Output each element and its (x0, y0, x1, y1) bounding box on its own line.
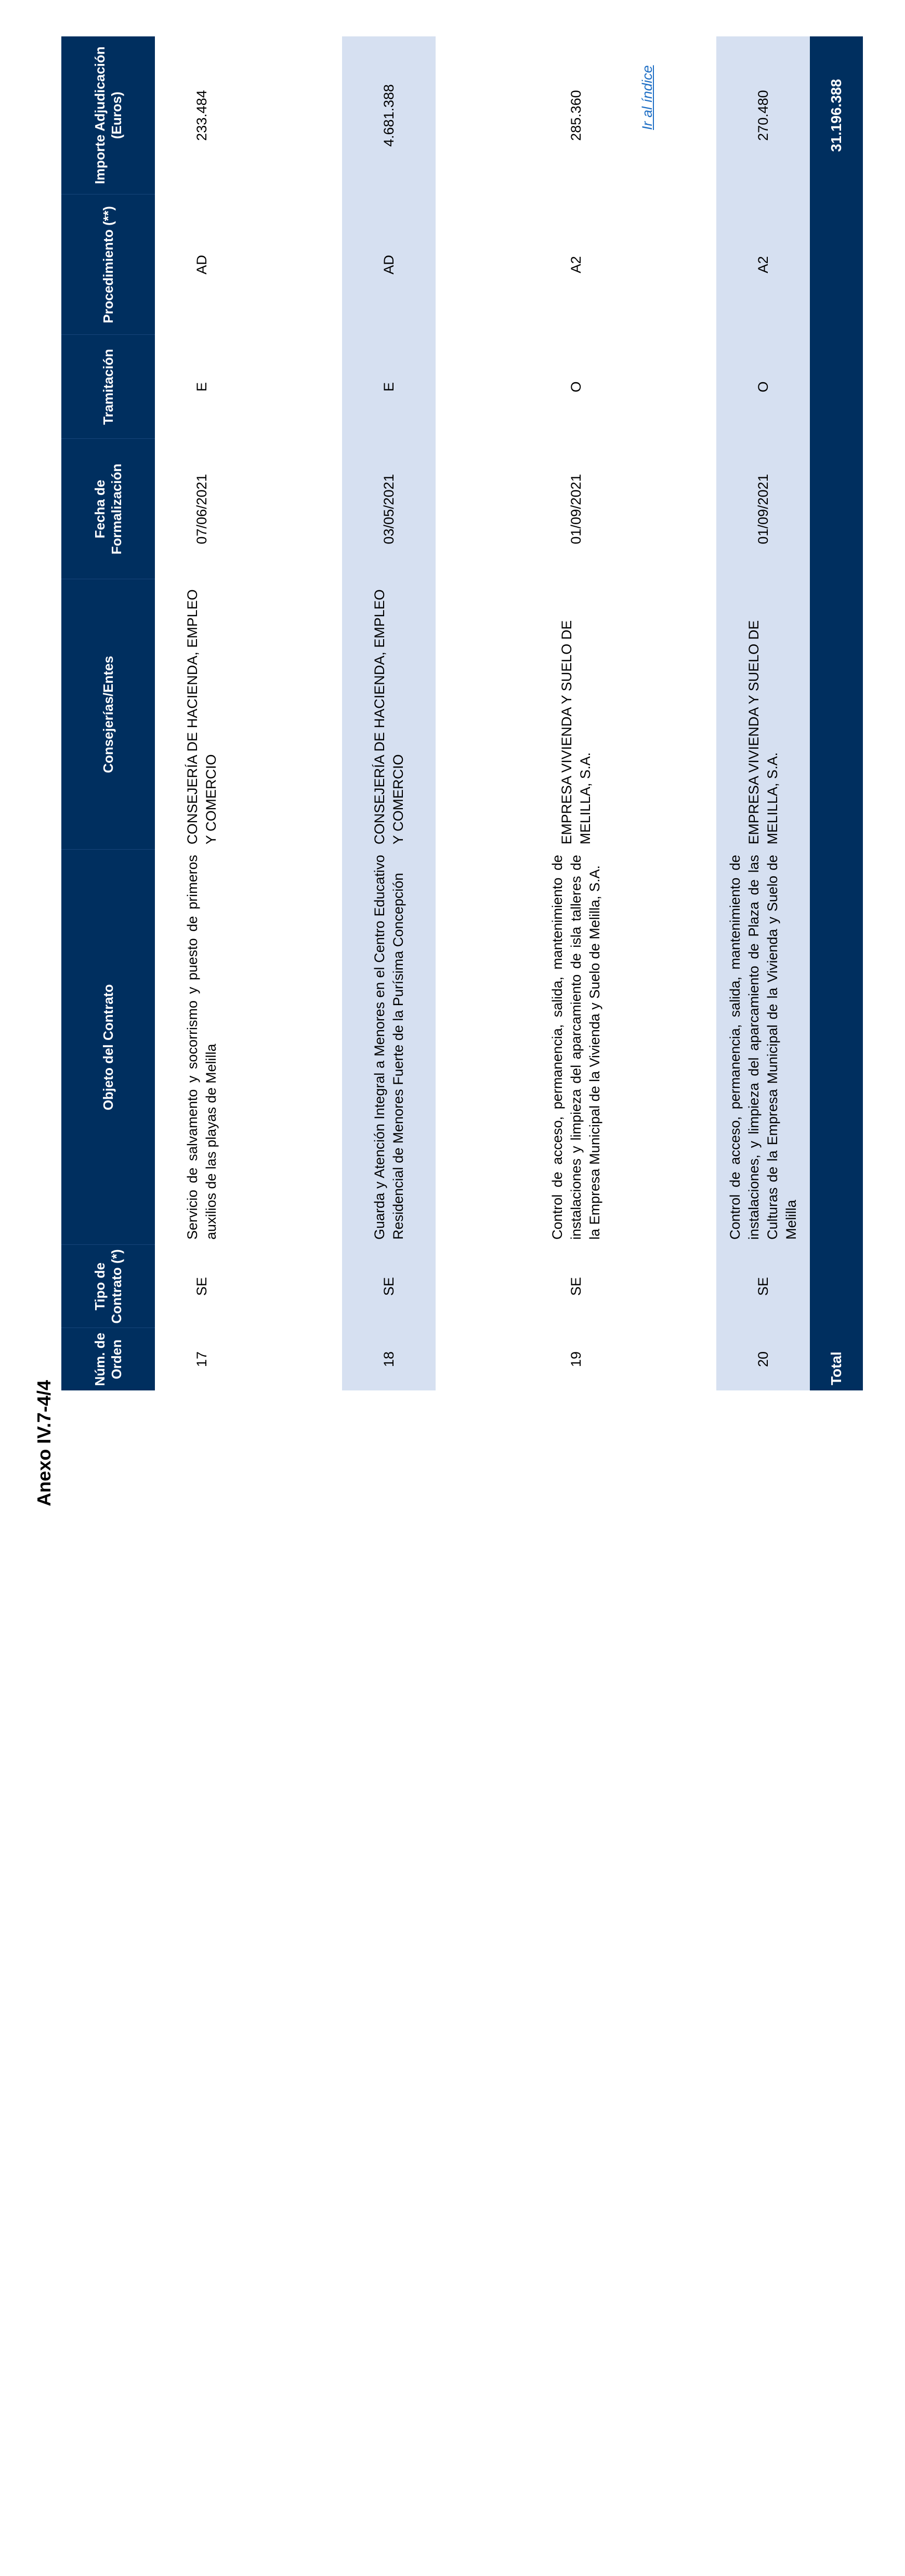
header-num: Núm. de Orden (61, 1328, 155, 1390)
index-link[interactable]: Ir al índice (639, 65, 655, 130)
header-fecha: Fecha de Formalización (61, 439, 155, 579)
header-tipo: Tipo de Contrato (*) (61, 1245, 155, 1328)
cell-fecha: 01/09/2021 (716, 439, 810, 579)
cell-procedimiento: AD (194, 255, 209, 275)
cell-fecha: 01/09/2021 (568, 474, 584, 544)
total-label: Total (810, 194, 863, 1390)
header-objeto: Objeto del Contrato (61, 850, 155, 1245)
cell-importe: 4.681.388 (342, 36, 436, 194)
cell-importe: 233.484 (194, 90, 209, 141)
cell-entes: CONSEJERÍA DE HACIENDA, EMPLEO Y COMERCIO (342, 579, 436, 850)
row-spacer (436, 36, 529, 1390)
cell-tipo: SE (716, 1245, 810, 1328)
cell-tipo: SE (194, 1277, 209, 1296)
cell-importe: 270.480 (716, 36, 810, 194)
cell-num: 20 (716, 1328, 810, 1390)
cell-entes: EMPRESA VIVIENDA Y SUELO DE MELILLA, S.A. (559, 620, 593, 844)
cell-fecha: 03/05/2021 (342, 439, 436, 579)
cell-tramitacion: O (716, 335, 810, 439)
header-procedimiento: Procedimiento (**) (61, 194, 155, 335)
cell-procedimiento: A2 (716, 194, 810, 335)
cell-procedimiento: AD (342, 194, 436, 335)
total-value: 31.196.388 (810, 36, 863, 194)
table-row (155, 36, 248, 1390)
cell-tramitacion: E (342, 335, 436, 439)
row-spacer (248, 36, 342, 1390)
table-row (529, 36, 623, 1390)
cell-num: 18 (342, 1328, 436, 1390)
row-spacer (623, 36, 716, 1390)
cell-fecha: 07/06/2021 (194, 474, 209, 544)
cell-entes: CONSEJERÍA DE HACIENDA, EMPLEO Y COMERCIO (185, 589, 219, 844)
cell-importe: 285.360 (568, 90, 584, 141)
header-importe: Importe Adjudicación (Euros) (61, 36, 155, 194)
header-entes: Consejerías/Entes (61, 579, 155, 850)
annex-title: Anexo IV.7-4/4 (33, 1380, 55, 1506)
table-row (342, 36, 436, 1390)
header-tramitacion: Tramitación (61, 335, 155, 439)
total-row (810, 36, 863, 1390)
cell-procedimiento: A2 (568, 256, 584, 274)
cell-num: 19 (568, 1351, 584, 1368)
cell-objeto: Control de acceso, permanencia, salida, mantenimiento de instalaciones y limpieza del aparcamiento de isla talleres de la Empresa Municipal de la Vivienda y Suelo de Melilla, S.A. (549, 855, 602, 1240)
contracts-table (61, 36, 863, 1390)
cell-objeto: Control de acceso, permanencia, salida, mantenimiento de instalaciones, y limpieza del aparcamiento de Plaza de las Culturas de la Empresa Municipal de la Vivienda y Suelo de Melilla (716, 850, 810, 1245)
cell-tipo: SE (342, 1245, 436, 1328)
cell-objeto: Guarda y Atención Integral a Menores en el Centro Educativo Residencial de Menores Fuerte de la Purísima Concepción (342, 850, 436, 1245)
table-row (716, 36, 810, 1390)
cell-tramitacion: O (568, 381, 584, 393)
header-row (61, 36, 155, 1390)
cell-num: 17 (194, 1351, 209, 1368)
cell-tipo: SE (568, 1277, 584, 1296)
cell-objeto: Servicio de salvamento y socorrismo y puesto de primeros auxilios de las playas de Melilla (185, 855, 219, 1240)
cell-tramitacion: E (194, 382, 209, 392)
cell-entes: EMPRESA VIVIENDA Y SUELO DE MELILLA, S.A. (716, 579, 810, 850)
